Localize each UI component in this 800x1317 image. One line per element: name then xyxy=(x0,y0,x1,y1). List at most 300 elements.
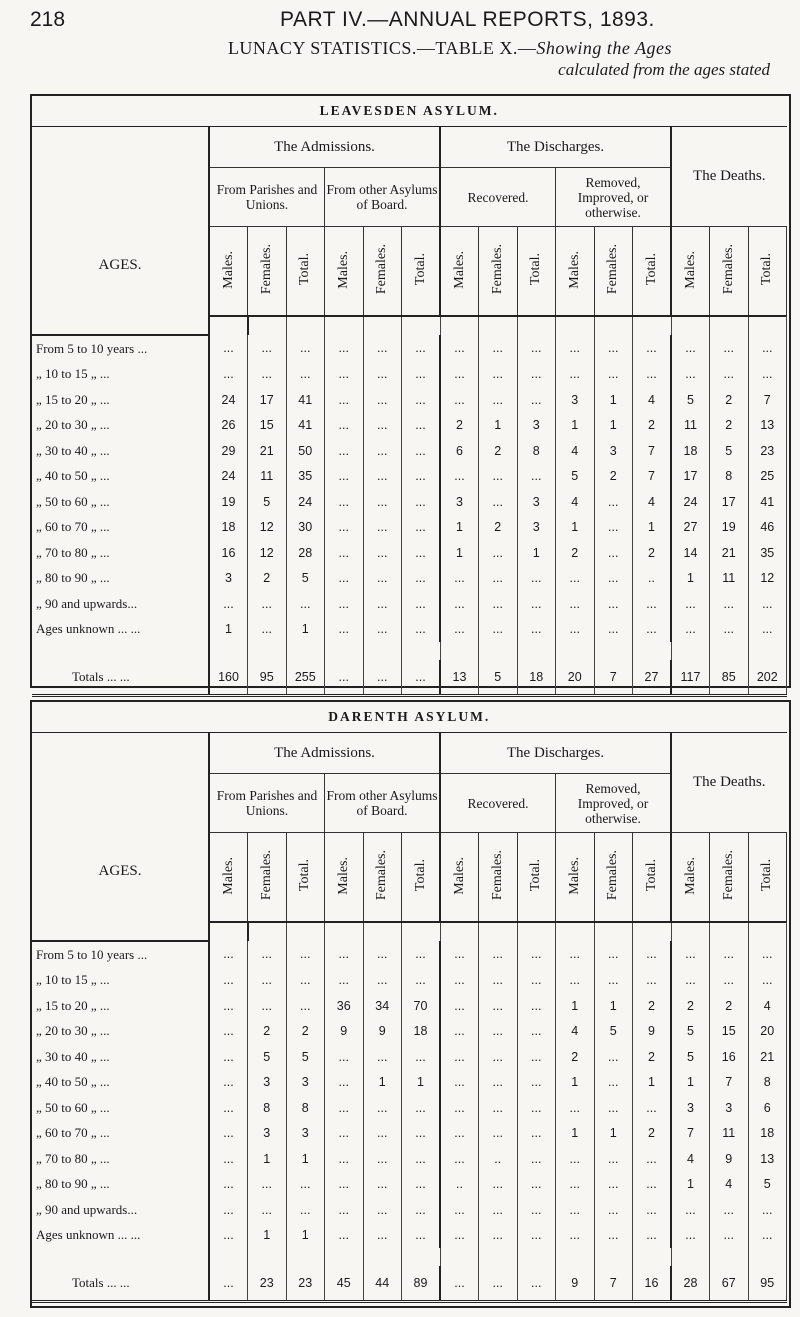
cell: ... xyxy=(556,1223,595,1249)
total-cell: 160 xyxy=(209,660,248,696)
removed-header: Removed, Improved, or otherwise. xyxy=(556,774,672,833)
col-total-header: Total. xyxy=(748,833,787,923)
col-females-header: Females. xyxy=(363,833,402,923)
cell: 2 xyxy=(479,438,518,464)
table-row xyxy=(32,335,787,362)
cell: 6 xyxy=(440,438,479,464)
age-label: „ 60 to 70 „ ... xyxy=(32,1121,209,1147)
cell: ... xyxy=(286,335,325,362)
total-cell: 7 xyxy=(594,660,633,696)
cell: 9 xyxy=(325,1019,364,1045)
cell: ... xyxy=(325,515,364,541)
cell: ... xyxy=(517,1044,556,1070)
cell: ... xyxy=(594,1197,633,1223)
col-males-header: Males. xyxy=(325,833,364,923)
total-cell: ... xyxy=(325,660,364,696)
col-males-header: Males. xyxy=(671,833,710,923)
cell: 17 xyxy=(248,387,287,413)
cell: 1 xyxy=(479,413,518,439)
col-total-header: Total. xyxy=(402,833,441,923)
cell: ... xyxy=(363,1197,402,1223)
recovered-header: Recovered. xyxy=(440,168,556,227)
cell: 3 xyxy=(556,387,595,413)
cell: 19 xyxy=(209,489,248,515)
cell: 5 xyxy=(286,566,325,592)
cell: ... xyxy=(479,489,518,515)
admissions-header: The Admissions. xyxy=(209,733,440,774)
cell: ... xyxy=(671,1197,710,1223)
cell: ... xyxy=(402,387,441,413)
col-males-header: Males. xyxy=(209,833,248,923)
cell: 7 xyxy=(633,464,672,490)
cell: ... xyxy=(325,413,364,439)
cell: 2 xyxy=(556,1044,595,1070)
total-cell: 20 xyxy=(556,660,595,696)
cell: ... xyxy=(402,1223,441,1249)
cell: 4 xyxy=(556,438,595,464)
cell: 1 xyxy=(556,515,595,541)
cell: ... xyxy=(325,968,364,994)
cell: ... xyxy=(517,617,556,643)
cell: ... xyxy=(556,1172,595,1198)
cell: ... xyxy=(286,591,325,617)
cell: 21 xyxy=(748,1044,787,1070)
cell: ... xyxy=(363,941,402,968)
cell: ... xyxy=(402,1095,441,1121)
deaths-header: The Deaths. xyxy=(671,127,787,227)
cell: 5 xyxy=(248,1044,287,1070)
cell: ... xyxy=(517,464,556,490)
cell: ... xyxy=(594,489,633,515)
age-label: „ 40 to 50 „ ... xyxy=(32,464,209,490)
total-cell: 44 xyxy=(363,1266,402,1302)
cell: ... xyxy=(325,1095,364,1121)
cell: ... xyxy=(479,362,518,388)
cell: 5 xyxy=(248,489,287,515)
cell: 1 xyxy=(594,993,633,1019)
cell: ... xyxy=(286,968,325,994)
cell: 23 xyxy=(748,438,787,464)
cell: ... xyxy=(325,335,364,362)
age-label: „ 20 to 30 „ ... xyxy=(32,1019,209,1045)
cell: ... xyxy=(363,566,402,592)
cell: ... xyxy=(517,387,556,413)
totals-row xyxy=(32,660,787,696)
cell: ... xyxy=(363,438,402,464)
total-cell: 117 xyxy=(671,660,710,696)
from-parishes-header: From Parishes and Unions. xyxy=(209,774,325,833)
cell: ... xyxy=(440,968,479,994)
deaths-header: The Deaths. xyxy=(671,733,787,833)
table-subtitle: calculated from the ages stated xyxy=(558,60,770,79)
cell: ... xyxy=(479,566,518,592)
cell: ... xyxy=(363,1044,402,1070)
cell: 21 xyxy=(710,540,749,566)
table-row xyxy=(32,993,787,1019)
cell: ... xyxy=(479,335,518,362)
removed-header: Removed, Improved, or otherwise. xyxy=(556,168,672,227)
cell: ... xyxy=(440,1019,479,1045)
cell: ... xyxy=(479,617,518,643)
cell: ... xyxy=(209,591,248,617)
total-cell: ... xyxy=(363,660,402,696)
cell: ... xyxy=(209,1197,248,1223)
cell: ... xyxy=(209,362,248,388)
total-cell: ... xyxy=(440,1266,479,1302)
age-label: „ 90 and upwards... xyxy=(32,591,209,617)
cell: 4 xyxy=(556,1019,595,1045)
cell: 1 xyxy=(248,1223,287,1249)
cell: ... xyxy=(363,968,402,994)
cell: ... xyxy=(440,1070,479,1096)
table-row xyxy=(32,1095,787,1121)
cell: 1 xyxy=(671,566,710,592)
darenth-table xyxy=(32,702,787,1303)
col-total-header: Total. xyxy=(517,227,556,317)
cell: ... xyxy=(363,1095,402,1121)
cell: 1 xyxy=(286,1146,325,1172)
cell: ... xyxy=(633,1197,672,1223)
cell: 29 xyxy=(209,438,248,464)
cell: ... xyxy=(325,1223,364,1249)
cell: 1 xyxy=(440,540,479,566)
cell: 2 xyxy=(594,464,633,490)
cell: 3 xyxy=(286,1070,325,1096)
cell: ... xyxy=(479,1070,518,1096)
age-label: „ 50 to 60 „ ... xyxy=(32,489,209,515)
discharges-header: The Discharges. xyxy=(440,127,671,168)
age-label: From 5 to 10 years ... xyxy=(32,335,209,362)
cell: 12 xyxy=(248,515,287,541)
cell: ... xyxy=(248,993,287,1019)
cell: ... xyxy=(633,1146,672,1172)
total-cell: 67 xyxy=(710,1266,749,1302)
total-cell: 45 xyxy=(325,1266,364,1302)
from-parishes-header: From Parishes and Unions. xyxy=(209,168,325,227)
cell: ... xyxy=(286,941,325,968)
total-cell: 23 xyxy=(286,1266,325,1302)
cell: 16 xyxy=(209,540,248,566)
cell: 1 xyxy=(556,413,595,439)
cell: ... xyxy=(710,362,749,388)
table-row xyxy=(32,941,787,968)
cell: 2 xyxy=(633,413,672,439)
cell: 1 xyxy=(556,993,595,1019)
cell: 1 xyxy=(402,1070,441,1096)
age-label: „ 70 to 80 „ ... xyxy=(32,1146,209,1172)
cell: 1 xyxy=(633,1070,672,1096)
cell: 2 xyxy=(286,1019,325,1045)
table-row xyxy=(32,617,787,643)
col-males-header: Males. xyxy=(209,227,248,317)
page-header xyxy=(30,8,770,34)
total-cell: 28 xyxy=(671,1266,710,1302)
col-females-header: Females. xyxy=(479,833,518,923)
cell: ... xyxy=(209,1223,248,1249)
cell: 3 xyxy=(517,413,556,439)
cell: 7 xyxy=(710,1070,749,1096)
cell: 4 xyxy=(710,1172,749,1198)
cell: 9 xyxy=(363,1019,402,1045)
cell: 1 xyxy=(556,1070,595,1096)
cell: 3 xyxy=(248,1070,287,1096)
cell: ... xyxy=(209,941,248,968)
table-row xyxy=(32,566,787,592)
cell: 7 xyxy=(633,438,672,464)
table-row xyxy=(32,1146,787,1172)
cell: 1 xyxy=(248,1146,287,1172)
cell: ... xyxy=(402,1044,441,1070)
cell: ... xyxy=(209,968,248,994)
cell: ... xyxy=(209,1146,248,1172)
cell: ... xyxy=(517,993,556,1019)
cell: ... xyxy=(248,1197,287,1223)
cell: 15 xyxy=(248,413,287,439)
cell: ... xyxy=(248,941,287,968)
total-cell: 27 xyxy=(633,660,672,696)
cell: 12 xyxy=(748,566,787,592)
cell: ... xyxy=(209,1019,248,1045)
cell: .. xyxy=(440,1172,479,1198)
cell: ... xyxy=(325,566,364,592)
col-total-header: Total. xyxy=(517,833,556,923)
cell: ... xyxy=(594,1044,633,1070)
cell: ... xyxy=(248,968,287,994)
cell: ... xyxy=(517,1197,556,1223)
cell: ... xyxy=(402,540,441,566)
cell: ... xyxy=(479,1095,518,1121)
cell: 18 xyxy=(209,515,248,541)
cell: ... xyxy=(517,1146,556,1172)
cell: .. xyxy=(633,566,672,592)
cell: 5 xyxy=(286,1044,325,1070)
cell: ... xyxy=(671,591,710,617)
cell: ... xyxy=(402,335,441,362)
cell: 20 xyxy=(748,1019,787,1045)
cell: 36 xyxy=(325,993,364,1019)
page-number: 218 xyxy=(30,8,66,31)
cell: ... xyxy=(748,941,787,968)
cell: ... xyxy=(556,968,595,994)
cell: ... xyxy=(594,566,633,592)
cell: ... xyxy=(286,1197,325,1223)
total-cell: 7 xyxy=(594,1266,633,1302)
cell: 4 xyxy=(671,1146,710,1172)
cell: ... xyxy=(517,1070,556,1096)
cell: ... xyxy=(248,335,287,362)
cell: 1 xyxy=(517,540,556,566)
cell: ... xyxy=(209,1172,248,1198)
age-label: „ 80 to 90 „ ... xyxy=(32,566,209,592)
total-cell: ... xyxy=(517,1266,556,1302)
col-females-header: Females. xyxy=(710,833,749,923)
cell: ... xyxy=(440,1197,479,1223)
cell: ... xyxy=(748,591,787,617)
cell: ... xyxy=(286,362,325,388)
cell: 11 xyxy=(248,464,287,490)
cell: ... xyxy=(710,617,749,643)
cell: 2 xyxy=(710,413,749,439)
cell: ... xyxy=(325,438,364,464)
cell: ... xyxy=(440,1095,479,1121)
cell: ... xyxy=(286,1172,325,1198)
cell: 2 xyxy=(671,993,710,1019)
cell: 2 xyxy=(556,540,595,566)
cell: ... xyxy=(517,1019,556,1045)
cell: ... xyxy=(556,941,595,968)
cell: ... xyxy=(556,1146,595,1172)
age-label: „ 70 to 80 „ ... xyxy=(32,540,209,566)
cell: 2 xyxy=(248,1019,287,1045)
cell: ... xyxy=(363,617,402,643)
cell: 24 xyxy=(209,387,248,413)
cell: ... xyxy=(209,335,248,362)
cell: ... xyxy=(633,941,672,968)
cell: ... xyxy=(479,993,518,1019)
cell: ... xyxy=(363,335,402,362)
cell: ... xyxy=(479,968,518,994)
col-females-header: Females. xyxy=(594,833,633,923)
cell: ... xyxy=(594,941,633,968)
total-cell: ... xyxy=(479,1266,518,1302)
cell: 3 xyxy=(517,515,556,541)
cell: 21 xyxy=(248,438,287,464)
cell: ... xyxy=(517,566,556,592)
cell: ... xyxy=(748,1197,787,1223)
cell: ... xyxy=(363,387,402,413)
cell: 4 xyxy=(633,489,672,515)
cell: ... xyxy=(633,1172,672,1198)
cell: ... xyxy=(479,464,518,490)
cell: ... xyxy=(594,515,633,541)
col-males-header: Males. xyxy=(671,227,710,317)
cell: ... xyxy=(402,1197,441,1223)
col-males-header: Males. xyxy=(325,227,364,317)
col-females-header: Females. xyxy=(363,227,402,317)
cell: ... xyxy=(633,968,672,994)
cell: ... xyxy=(594,1070,633,1096)
cell: ... xyxy=(671,617,710,643)
col-total-header: Total. xyxy=(633,227,672,317)
total-cell: 13 xyxy=(440,660,479,696)
total-cell: ... xyxy=(209,1266,248,1302)
cell: 1 xyxy=(633,515,672,541)
cell: ... xyxy=(325,1121,364,1147)
cell: ... xyxy=(440,941,479,968)
table-row xyxy=(32,413,787,439)
cell: ... xyxy=(325,387,364,413)
cell: ... xyxy=(363,1146,402,1172)
running-head: PART IV.—ANNUAL REPORTS, 1893. xyxy=(280,8,655,31)
cell: ... xyxy=(209,993,248,1019)
cell: 1 xyxy=(286,1223,325,1249)
cell: ... xyxy=(710,968,749,994)
totals-label: Totals ... ... xyxy=(32,1266,209,1302)
cell: ... xyxy=(633,1095,672,1121)
age-label: „ 40 to 50 „ ... xyxy=(32,1070,209,1096)
cell: ... xyxy=(594,335,633,362)
cell: 14 xyxy=(671,540,710,566)
cell: ... xyxy=(402,566,441,592)
cell: 41 xyxy=(286,413,325,439)
total-cell: 23 xyxy=(248,1266,287,1302)
cell: ... xyxy=(209,1044,248,1070)
cell: ... xyxy=(402,515,441,541)
total-cell: 85 xyxy=(710,660,749,696)
table-row xyxy=(32,438,787,464)
cell: ... xyxy=(594,1146,633,1172)
from-asylums-header: From other Asylums of Board. xyxy=(325,774,441,833)
col-females-header: Females. xyxy=(479,227,518,317)
cell: 11 xyxy=(710,566,749,592)
cell: ... xyxy=(440,1121,479,1147)
table-row xyxy=(32,591,787,617)
age-label: Ages unknown ... ... xyxy=(32,1223,209,1249)
cell: ... xyxy=(479,1019,518,1045)
cell: 24 xyxy=(671,489,710,515)
cell: 1 xyxy=(671,1070,710,1096)
cell: ... xyxy=(402,591,441,617)
col-females-header: Females. xyxy=(594,227,633,317)
cell: 25 xyxy=(748,464,787,490)
cell: ... xyxy=(517,1095,556,1121)
cell: 34 xyxy=(363,993,402,1019)
cell: ... xyxy=(402,941,441,968)
col-females-header: Females. xyxy=(248,227,287,317)
age-label: „ 30 to 40 „ ... xyxy=(32,438,209,464)
total-cell: 18 xyxy=(517,660,556,696)
cell: 9 xyxy=(710,1146,749,1172)
cell: ... xyxy=(325,591,364,617)
cell: ... xyxy=(363,362,402,388)
cell: 1 xyxy=(594,413,633,439)
cell: 3 xyxy=(248,1121,287,1147)
cell: ... xyxy=(440,993,479,1019)
cell: 2 xyxy=(440,413,479,439)
asylum-name: DARENTH ASYLUM. xyxy=(32,702,787,733)
cell: 16 xyxy=(710,1044,749,1070)
totals-row xyxy=(32,1266,787,1302)
age-label: „ 60 to 70 „ ... xyxy=(32,515,209,541)
total-cell: 16 xyxy=(633,1266,672,1302)
cell: ... xyxy=(325,1197,364,1223)
col-females-header: Females. xyxy=(248,833,287,923)
cell: 3 xyxy=(440,489,479,515)
cell: 1 xyxy=(556,1121,595,1147)
age-label: Ages unknown ... ... xyxy=(32,617,209,643)
cell: 1 xyxy=(671,1172,710,1198)
totals-label: Totals ... ... xyxy=(32,660,209,696)
age-label: „ 10 to 15 „ ... xyxy=(32,968,209,994)
cell: 35 xyxy=(286,464,325,490)
cell: ... xyxy=(248,362,287,388)
cell: 8 xyxy=(248,1095,287,1121)
title-main: LUNACY STATISTICS.—TABLE X.— xyxy=(227,38,537,58)
cell: ... xyxy=(556,591,595,617)
cell: 5 xyxy=(556,464,595,490)
col-total-header: Total. xyxy=(286,833,325,923)
table-row xyxy=(32,362,787,388)
cell: ... xyxy=(479,1223,518,1249)
col-total-header: Total. xyxy=(633,833,672,923)
table-row xyxy=(32,1223,787,1249)
cell: 2 xyxy=(633,540,672,566)
cell: 8 xyxy=(286,1095,325,1121)
cell: ... xyxy=(363,1121,402,1147)
cell: 5 xyxy=(594,1019,633,1045)
cell: ... xyxy=(402,1121,441,1147)
cell: ... xyxy=(671,335,710,362)
